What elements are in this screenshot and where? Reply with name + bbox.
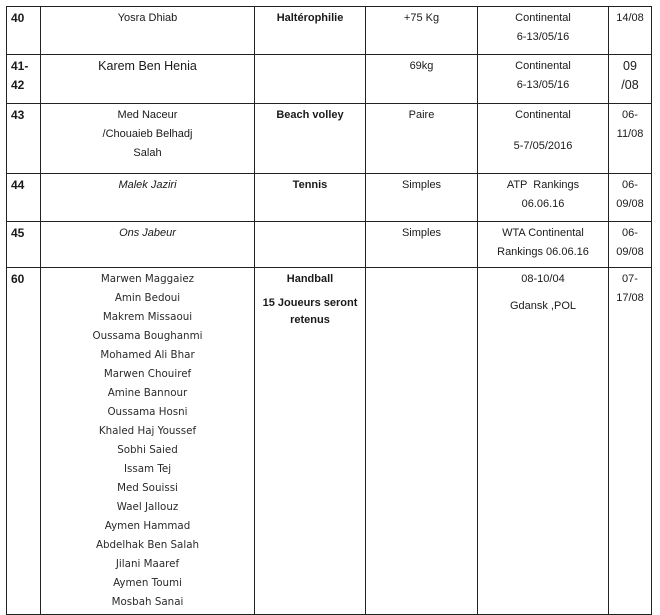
roster-player: Abdelhak Ben Salah bbox=[95, 539, 200, 551]
roster-player: Mohamed Ali Bhar bbox=[100, 349, 195, 361]
qualification bbox=[478, 104, 609, 174]
row-number: 60 bbox=[7, 268, 41, 615]
roster-player: Oussama Hosni bbox=[107, 406, 188, 418]
row-number-part: 41- bbox=[11, 59, 29, 73]
roster-player: Med Souissi bbox=[117, 482, 178, 494]
table-row bbox=[7, 7, 652, 55]
table-row bbox=[7, 222, 652, 268]
qualification-line: 06.06.16 bbox=[521, 198, 565, 210]
sport: Beach volley bbox=[255, 104, 366, 174]
athlete-name-line: Med Naceur bbox=[117, 109, 178, 121]
athlete-name: Ons Jabeur bbox=[41, 222, 255, 268]
roster-player: Marwen Chouiref bbox=[103, 368, 192, 380]
spacer bbox=[482, 125, 604, 137]
qualification-line: 6-13/05/16 bbox=[516, 31, 570, 43]
qualification bbox=[478, 268, 609, 615]
qualification-line: 5-7/05/2016 bbox=[513, 140, 573, 152]
event-date: 06-09/08 bbox=[609, 174, 652, 222]
table-row bbox=[7, 104, 652, 174]
qualification-line: Continental bbox=[515, 109, 571, 121]
row-number: 44 bbox=[7, 174, 41, 222]
roster-player: Oussama Boughanmi bbox=[92, 330, 203, 342]
roster-player: Aymen Toumi bbox=[113, 577, 182, 589]
table-row bbox=[7, 55, 652, 104]
athlete-name: Karem Ben Henia bbox=[41, 55, 255, 104]
athlete-name bbox=[41, 104, 255, 174]
athlete-name-line: Salah bbox=[133, 147, 162, 159]
sport-note bbox=[259, 295, 361, 329]
event-date: 14/08 bbox=[609, 7, 652, 55]
qualification bbox=[478, 55, 609, 104]
roster-player: Marwen Maggaiez bbox=[100, 273, 195, 285]
sport bbox=[255, 55, 366, 104]
event-date: 07-17/08 bbox=[609, 268, 652, 615]
row-number: 45 bbox=[7, 222, 41, 268]
row-number: 40 bbox=[7, 7, 41, 55]
athletes-table bbox=[6, 6, 652, 615]
row-number-part: 42 bbox=[11, 78, 25, 92]
roster-player: Khaled Haj Youssef bbox=[98, 425, 197, 437]
athlete-name-line: /Chouaieb Belhadj bbox=[102, 128, 193, 140]
sport bbox=[255, 222, 366, 268]
document-page bbox=[6, 6, 651, 608]
category: Simples bbox=[366, 222, 478, 268]
qualification-line: WTA Continental bbox=[502, 227, 584, 239]
sport-note-line: 15 Joueurs seront bbox=[262, 297, 358, 309]
roster-list bbox=[41, 268, 255, 615]
category: Simples bbox=[366, 174, 478, 222]
qualification bbox=[478, 174, 609, 222]
sport: Tennis bbox=[255, 174, 366, 222]
sport-name: Handball bbox=[286, 273, 334, 285]
qualification-line: ATP Rankings bbox=[506, 179, 580, 191]
event-date: 06-11/08 bbox=[609, 104, 652, 174]
sport-note-line: retenus bbox=[290, 314, 330, 326]
row-number bbox=[7, 55, 41, 104]
qualification-line: 08-10/04 bbox=[521, 273, 565, 285]
roster-player: Makrem Missaoui bbox=[102, 311, 193, 323]
qualification-line: Continental bbox=[515, 12, 571, 24]
table-row bbox=[7, 174, 652, 222]
category: Paire bbox=[366, 104, 478, 174]
roster-player: Sobhi Saied bbox=[117, 444, 178, 456]
row-number: 43 bbox=[7, 104, 41, 174]
qualification bbox=[478, 7, 609, 55]
sport: Haltérophilie bbox=[255, 7, 366, 55]
roster-player: Amin Bedoui bbox=[114, 292, 181, 304]
table-row bbox=[7, 268, 652, 615]
event-date: 09 /08 bbox=[609, 55, 652, 104]
event-date: 06-09/08 bbox=[609, 222, 652, 268]
roster-player: Wael Jallouz bbox=[116, 501, 179, 513]
qualification bbox=[478, 222, 609, 268]
qualification-line: Rankings 06.06.16 bbox=[497, 246, 589, 258]
roster-player: Aymen Hammad bbox=[104, 520, 191, 532]
category bbox=[366, 268, 478, 615]
roster-player: Issam Tej bbox=[123, 463, 172, 475]
sport bbox=[255, 268, 366, 615]
category: 69kg bbox=[366, 55, 478, 104]
athlete-name: Yosra Dhiab bbox=[41, 7, 255, 55]
qualification-line: Continental bbox=[515, 60, 571, 72]
roster-player: Jilani Maaref bbox=[115, 558, 180, 570]
athlete-name: Malek Jaziri bbox=[41, 174, 255, 222]
qualification-line: 6-13/05/16 bbox=[516, 79, 570, 91]
roster-player: Mosbah Sanai bbox=[111, 596, 184, 608]
category: +75 Kg bbox=[366, 7, 478, 55]
roster-player: Amine Bannour bbox=[107, 387, 188, 399]
qualification-line: Gdansk ,POL bbox=[509, 300, 577, 312]
spacer bbox=[482, 289, 604, 297]
